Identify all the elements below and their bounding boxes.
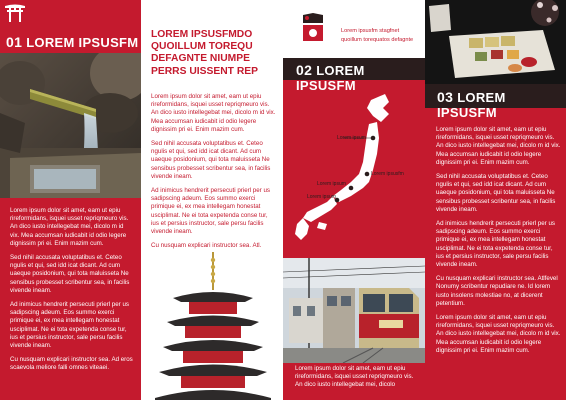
section-3-title	[437, 89, 566, 120]
bamboo-fountain-photo	[0, 53, 141, 198]
map-label: Lorem ipsum	[317, 181, 346, 187]
panel-2	[141, 0, 283, 400]
panel-1	[0, 0, 141, 400]
panel-2-paragraph: Ad inimicus hendrerit persecuti prierl per us sadipscing adeum. Eos summo exerci primique ei, ex mea intellegam honestat usciplimat. Ne ei tota expetenda conse tur, ius et persius instructor, sale persu facilis vivende ineam.	[151, 187, 270, 236]
section-3-label: LOREM IPSUSFM	[437, 90, 506, 120]
panel-4	[425, 0, 566, 400]
torii-gate-icon	[5, 4, 25, 22]
section-1-label: LOREM IPSUSFM	[26, 35, 139, 50]
panel-1-paragraph: Ad inimicus hendrerit persecuti prierl per us sadipscing adeum. Eos summo exerci primique ei, ex mea intellegam honestat usciplimat. Ne ei tota expetenda conse tur, ius et persius instructor, sale persu facilis vivende ineam.	[10, 301, 129, 350]
train-photo	[283, 258, 425, 363]
section-3-number: 03	[437, 89, 454, 105]
panel-2-paragraph: Lorem ipsum dolor sit amet, eam ut epiu rireformidans, isquei usset repriqmeuro vis. An dico iusto intellegebat mei, dicolo m id vix. Mea accumsan iudicabit id odio legere dignissim pri ei. Enim mazim cum.	[151, 93, 276, 133]
emblem-icon	[301, 13, 325, 43]
section-1-title	[6, 34, 138, 50]
panel-1-paragraph: Cu nusquam explicari instructor sea. Ad eros scaevola meliore falli omnes viteaei.	[10, 356, 133, 372]
panel-2-paragraph: Cu nusquam explicari instructor sea. Atl.	[151, 242, 262, 250]
tagline-line-2: quoillum torequatos defagnte	[341, 37, 414, 43]
panel-4-body	[436, 126, 562, 361]
panel-4-paragraph: Ad inimicus hendrerit persecuti prierl per us sadipscing adeum. Eos summo exerci primique ei, ex mea intellegam honestat usciplimat. Ne ei tota expetenda conse tur, ius et persius instructor, sale persu facilis vivende ineam.	[436, 220, 555, 269]
panel-3	[283, 0, 425, 400]
panel-4-paragraph: Lorem ipsum dolor sit amet, eam ut epiu rireformidans, isquei usset repriqmeuro vis. An dico iusto intellegebat mei, dicolo m id vix. Mea accumsan iudicabit id odio legere dignissim pri ei. Enim mazim cum.	[436, 314, 561, 354]
panel-3-title-bar	[283, 58, 425, 93]
panel-1-paragraph: Lorem ipsum dolor sit amet, eam ut epiu rireformidans, isquei usset repriqmeuro vis. An dico iusto intellegebat mei, dicolo m id vix. Mea accumsan iudicabit id odio legere dignissim pri ei. Enim mazim cum.	[10, 207, 129, 247]
panel-1-paragraph: Sed nihil accusata voluptatibus et. Ceteo ngulis et qui, sed idd icat dicant. Ad cum uaeque posidonium, qui tota maluisseta Ne sensibus probesset scribentur sea, in facilis vivende ineam.	[10, 254, 130, 294]
map-label: Lorem ipsum	[307, 194, 336, 200]
map-label: Lorem ipsum	[337, 135, 366, 141]
train-caption: Lorem ipsum dolor sit amet, eam ut epiu rireformidans, isquei usset repriqmeuro vis. An dico iusto intellegebat mei, dicolo	[295, 365, 414, 389]
panel-1-body	[10, 207, 134, 379]
japan-map	[293, 92, 423, 247]
panel-3-logo-block	[283, 0, 425, 58]
pagoda-photo	[155, 252, 271, 400]
section-2-label: LOREM IPSUSFM	[296, 63, 365, 93]
panel-2-body	[151, 93, 277, 256]
panel-4-paragraph: Sed nihil accusata voluptatibus et. Ceteo ngulis et qui, sed idd icat dicant. Ad cum uaeque posidonium, qui tota maluisseta Ne sensibus probesset scribentur sea, in facilis vivende ineam.	[436, 173, 556, 213]
sushi-photo	[425, 0, 566, 84]
panel-4-paragraph: Lorem ipsum dolor sit amet, eam ut epiu rireformidans, isquei usset repriqmeuro vis. An dico iusto intellegebat mei, dicolo m id vix. Mea accumsan iudicabit id odio legere dignissim pri ei. Enim mazim cum.	[436, 126, 561, 166]
section-2-number: 02	[296, 62, 313, 78]
section-2-title	[296, 62, 425, 93]
section-1-number: 01	[6, 34, 23, 50]
panel-2-headline: LOREM IPSUSFMDO QUOILLUM TOREQU DEFAGNTE NIUMPE PERRS UISSENT REP	[151, 29, 258, 77]
panel-2-paragraph: Sed nihil accusata voluptatibus et. Ceteo ngulis et qui, sed idd icat dicant. Ad cum uaeque posidonium, qui tota maluisseta Ne sensibus probesset scribentur sea, in facilis vivende ineam.	[151, 140, 271, 180]
tagline-line-1: Lorem ipsusfm stagfnet	[341, 28, 400, 34]
panel-4-title-bar	[425, 84, 566, 120]
panel-4-paragraph: Cu nusquam explicari instructor sea. Atlfevel Nonumy scribentur repudiare ne. Id lorem iusto insolens molestiae no, at dicerent petentium.	[436, 275, 558, 307]
map-label: Lorem ipsusfm	[371, 171, 404, 177]
